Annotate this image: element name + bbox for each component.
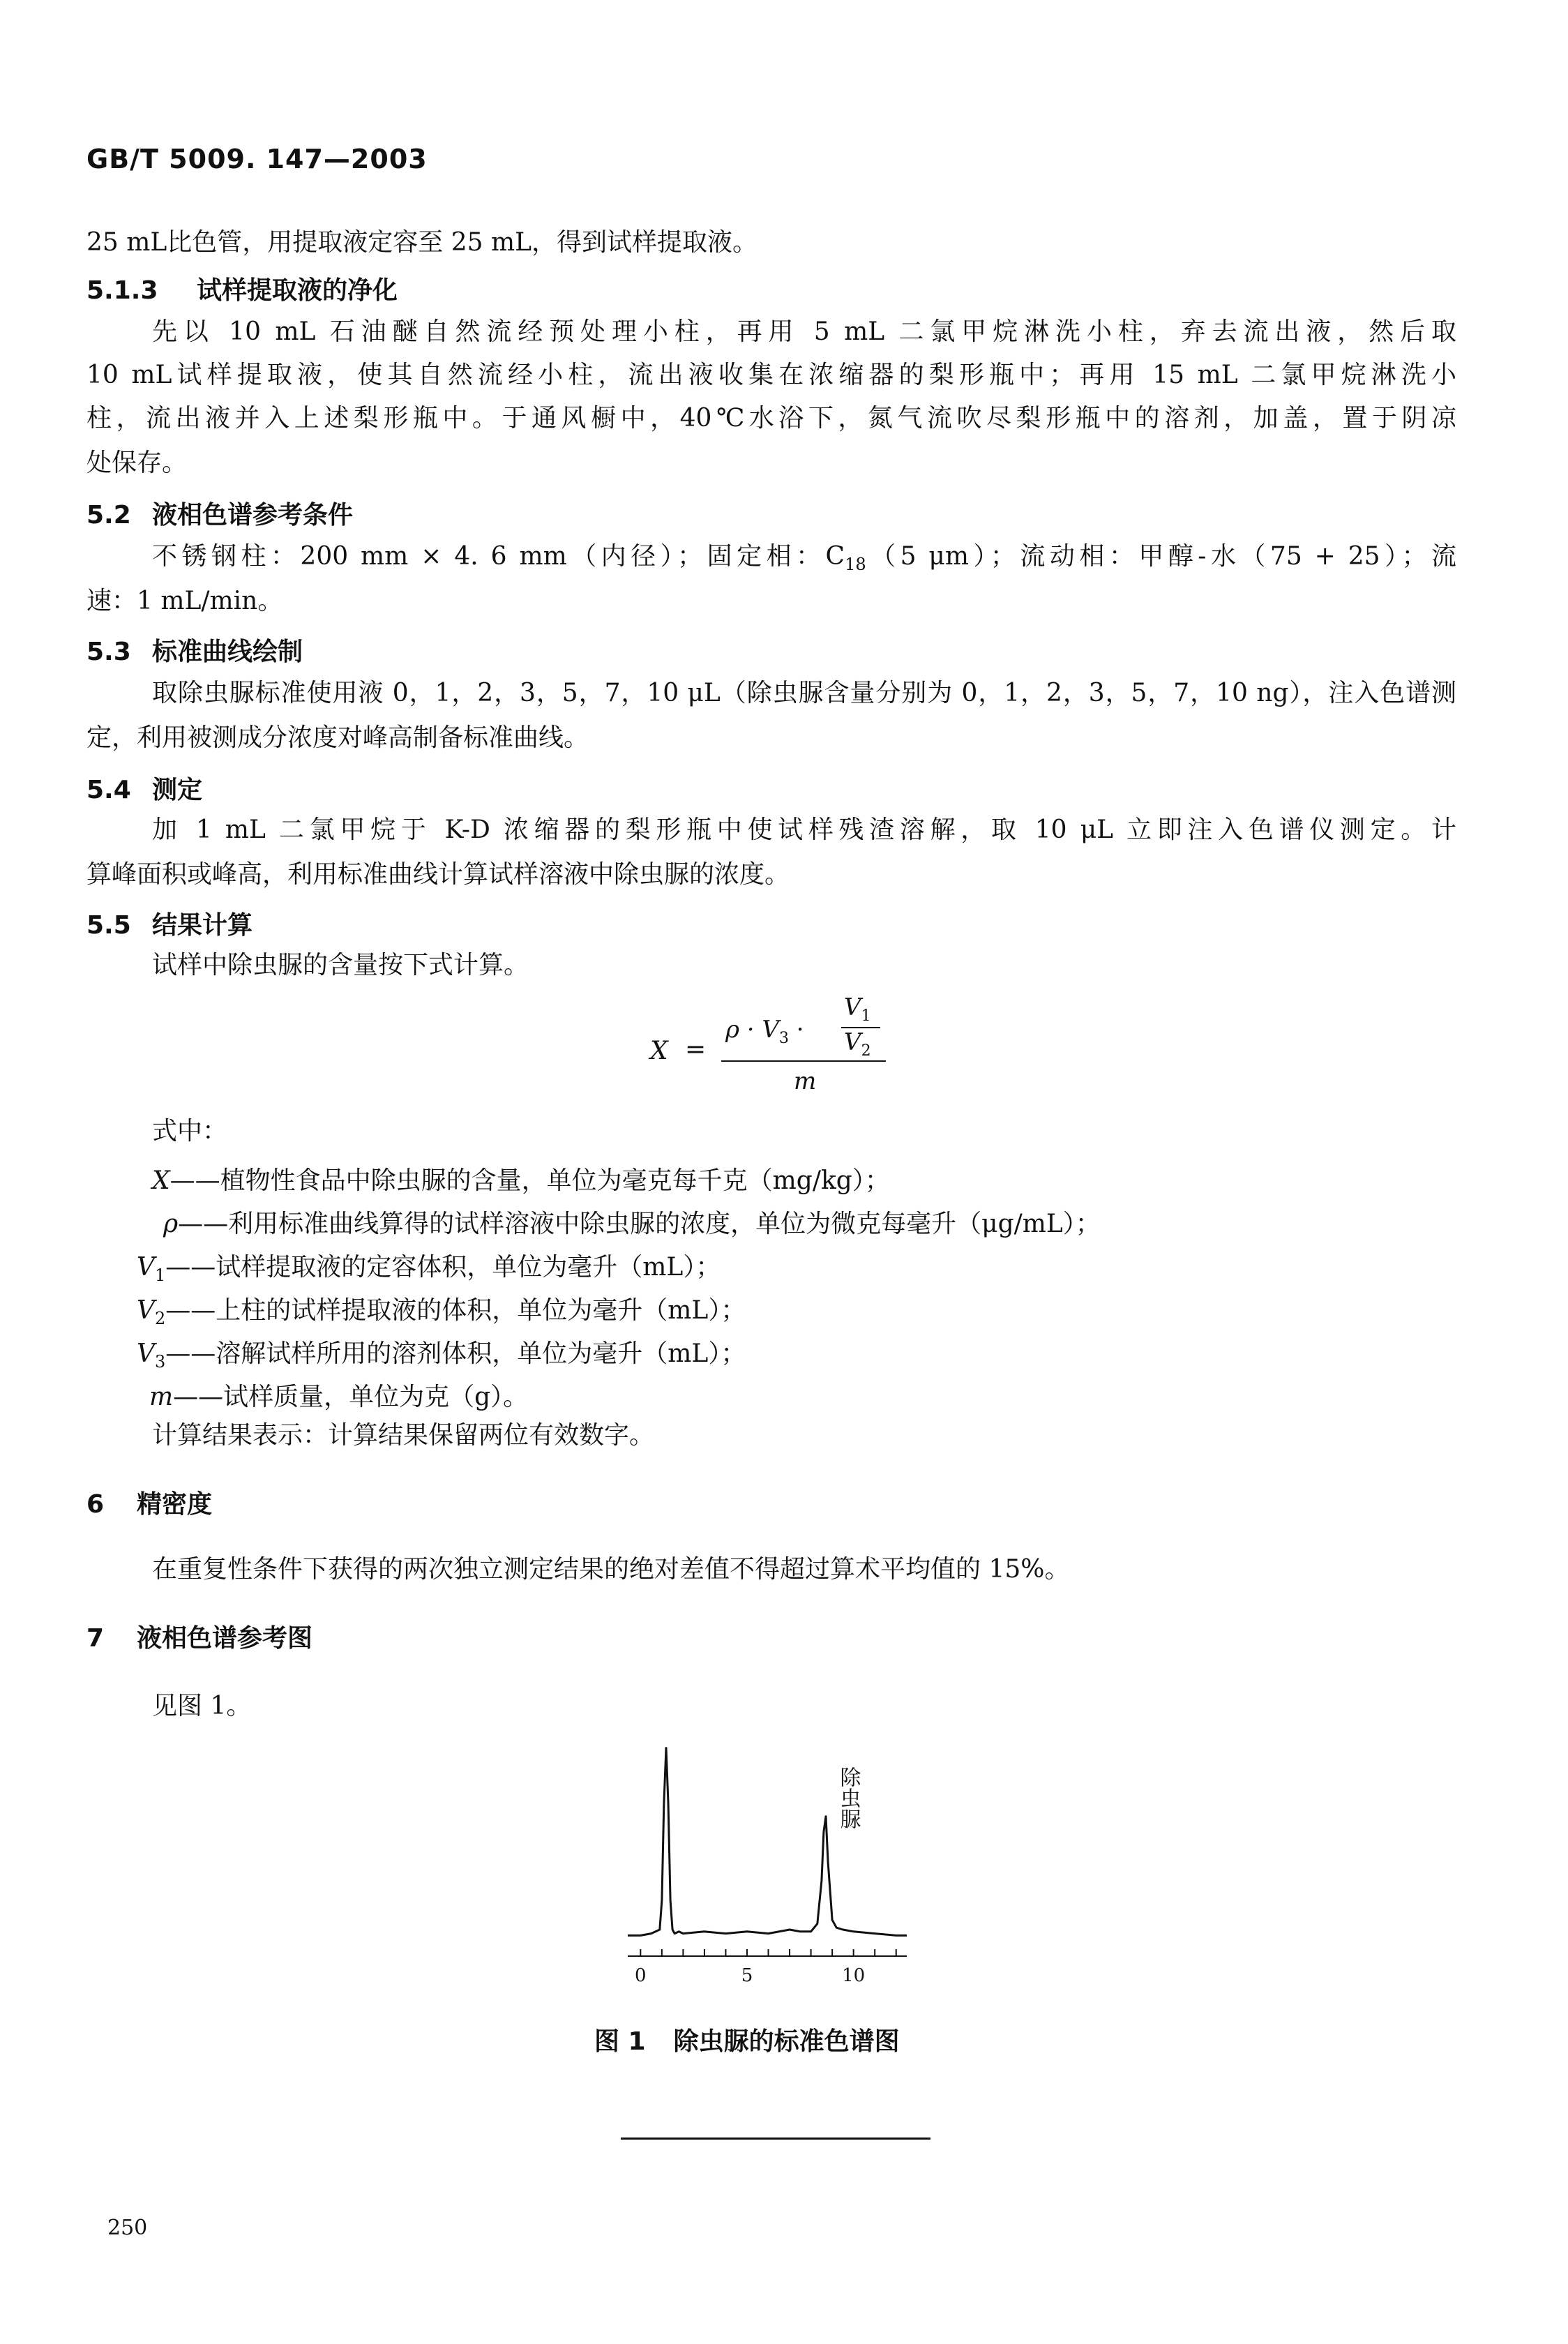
section-title: 标准曲线绘制 bbox=[152, 638, 303, 666]
text-run: 不锈钢柱：200 mm × 4. 6 mm（内径）；固定相：C bbox=[152, 542, 845, 571]
paragraph-continuation: 25 mL比色管，用提取液定容至 25 mL，得到试样提取液。 bbox=[86, 228, 758, 257]
variable-symbol: m bbox=[149, 1383, 174, 1411]
section-5-4-heading bbox=[86, 770, 202, 806]
standard-number: GB/T 5009. 147—2003 bbox=[86, 144, 428, 174]
paragraph-line: 取除虫脲标准使用液 0，1，2，3，5，7，10 μL（除虫脲含量分别为 0，1，2，3，5，7，10 ng），注入色谱测 bbox=[152, 679, 1456, 707]
subscript: 1 bbox=[861, 1007, 871, 1025]
paragraph-line: 先以 10 mL 石油醚自然流经预处理小柱，再用 5 mL 二氯甲烷淋洗小柱，弃去流出液，然后取 bbox=[152, 317, 1456, 346]
formula-denominator: m bbox=[794, 1067, 817, 1095]
chromatogram-series-line bbox=[628, 1748, 907, 1936]
x-axis-tick-label: 0 bbox=[635, 1965, 647, 1986]
paragraph-line: 算峰面积或峰高，利用标准曲线计算试样溶液中除虫脲的浓度。 bbox=[86, 860, 790, 889]
paragraph-line: 试样中除虫脲的含量按下式计算。 bbox=[152, 951, 529, 979]
formula-numerator bbox=[725, 1016, 804, 1047]
figure-label: 图 1 bbox=[594, 2027, 646, 2056]
variable-description: ——上柱的试样提取液的体积，单位为毫升（mL）； bbox=[165, 1296, 746, 1325]
variable-symbol: ρ bbox=[163, 1210, 179, 1238]
paragraph-line: 速：1 mL/min。 bbox=[86, 587, 283, 615]
variable-description: ——溶解试样所用的溶剂体积，单位为毫升（mL）； bbox=[165, 1339, 746, 1368]
chart-series-group bbox=[628, 1748, 907, 1936]
page-number: 250 bbox=[107, 2216, 148, 2240]
paragraph-line bbox=[152, 541, 1456, 580]
section-5-1-3-heading bbox=[86, 271, 398, 306]
variable-row bbox=[163, 1204, 1101, 1240]
result-note: 计算结果表示：计算结果保留两位有效数字。 bbox=[152, 1421, 655, 1450]
variable-symbol: V bbox=[137, 1339, 155, 1368]
figure-title: 除虫脲的标准色谱图 bbox=[673, 2027, 900, 2056]
subscript: 18 bbox=[845, 555, 866, 574]
numerator-text: ρ · V bbox=[725, 1016, 779, 1044]
section-title: 精密度 bbox=[137, 1490, 213, 1519]
text-run: （5 μm）；流动相：甲醇-水（75 + 25）；流 bbox=[866, 542, 1456, 571]
section-number: 5.1.3 bbox=[86, 276, 158, 305]
variable-description: ——利用标准曲线算得的试样溶液中除虫脲的浓度，单位为微克每毫升（μg/mL）； bbox=[178, 1210, 1101, 1238]
x-axis-tick-label: 5 bbox=[741, 1965, 753, 1986]
section-number: 5.4 bbox=[86, 776, 131, 804]
paragraph-line: 处保存。 bbox=[86, 449, 188, 477]
subscript: 1 bbox=[155, 1265, 166, 1285]
formula-lhs: X bbox=[650, 1037, 668, 1065]
x-axis-tick-label: 10 bbox=[842, 1965, 866, 1986]
subscript: 3 bbox=[155, 1352, 166, 1372]
subscript: 2 bbox=[155, 1309, 166, 1328]
where-label: 式中： bbox=[152, 1117, 228, 1145]
chart-axis-group bbox=[628, 1949, 907, 1986]
section-number: 5.3 bbox=[86, 638, 131, 666]
section-5-3-heading bbox=[86, 632, 303, 668]
variable-description: ——试样质量，单位为克（g）。 bbox=[173, 1383, 529, 1411]
variable-row bbox=[137, 1247, 721, 1285]
inner-fraction-bottom bbox=[844, 1028, 871, 1060]
section-6-heading bbox=[86, 1485, 212, 1520]
v1-symbol: V bbox=[844, 993, 861, 1021]
variable-description: ——试样提取液的定容体积，单位为毫升（mL）； bbox=[165, 1253, 721, 1282]
section-title: 液相色谱参考条件 bbox=[152, 501, 354, 529]
section-title: 试样提取液的净化 bbox=[197, 276, 398, 305]
inner-fraction-top bbox=[844, 993, 871, 1025]
end-rule bbox=[621, 2138, 930, 2140]
section-5-2-heading bbox=[86, 495, 353, 531]
variable-row bbox=[149, 1377, 528, 1413]
section-5-5-heading bbox=[86, 906, 252, 941]
section-title: 测定 bbox=[152, 776, 203, 804]
paragraph-line: 加 1 mL 二氯甲烷于 K-D 浓缩器的梨形瓶中使试样残渣溶解，取 10 μL 立即注入色谱仪测定。计 bbox=[152, 816, 1456, 844]
variable-symbol: V bbox=[137, 1253, 155, 1282]
v2-symbol: V bbox=[844, 1028, 861, 1056]
formula bbox=[649, 991, 900, 1116]
variable-description: ——植物性食品中除虫脲的含量，单位为毫克每千克（mg/kg）； bbox=[169, 1166, 890, 1195]
section-number: 5.5 bbox=[86, 911, 131, 940]
section-number: 6 bbox=[86, 1490, 105, 1519]
section-title: 液相色谱参考图 bbox=[137, 1624, 313, 1653]
section-title: 结果计算 bbox=[152, 911, 253, 940]
paragraph-line: 10 mL试样提取液，使其自然流经小柱，流出液收集在浓缩器的梨形瓶中；再用 15 mL 二氯甲烷淋洗小 bbox=[86, 361, 1456, 389]
section-7-heading bbox=[86, 1618, 312, 1654]
section-number: 7 bbox=[86, 1624, 105, 1653]
subscript: 2 bbox=[861, 1042, 871, 1060]
peak-label: 除虫脲 bbox=[836, 1766, 861, 1829]
section-number: 5.2 bbox=[86, 501, 131, 529]
variable-row bbox=[137, 1291, 746, 1328]
formula-equals: = bbox=[685, 1035, 707, 1064]
variable-row bbox=[152, 1161, 890, 1196]
variable-symbol: X bbox=[152, 1166, 170, 1195]
chromatogram-chart bbox=[600, 1730, 935, 2009]
paragraph-line: 定，利用被测成分浓度对峰高制备标准曲线。 bbox=[86, 723, 589, 752]
numerator-dot: · bbox=[796, 1016, 804, 1044]
paragraph-line: 柱，流出液并入上述梨形瓶中。于通风橱中，40℃水浴下，氮气流吹尽梨形瓶中的溶剂，加盖，置于阴凉 bbox=[86, 404, 1456, 433]
figure-caption bbox=[594, 2022, 900, 2057]
variable-symbol: V bbox=[137, 1296, 155, 1325]
main-fraction-bar bbox=[721, 1060, 886, 1062]
paragraph-line: 在重复性条件下获得的两次独立测定结果的绝对差值不得超过算术平均值的 15%。 bbox=[152, 1555, 1070, 1584]
subscript: 3 bbox=[778, 1030, 789, 1047]
paragraph-line: 见图 1。 bbox=[152, 1692, 252, 1720]
variable-row bbox=[137, 1334, 746, 1372]
